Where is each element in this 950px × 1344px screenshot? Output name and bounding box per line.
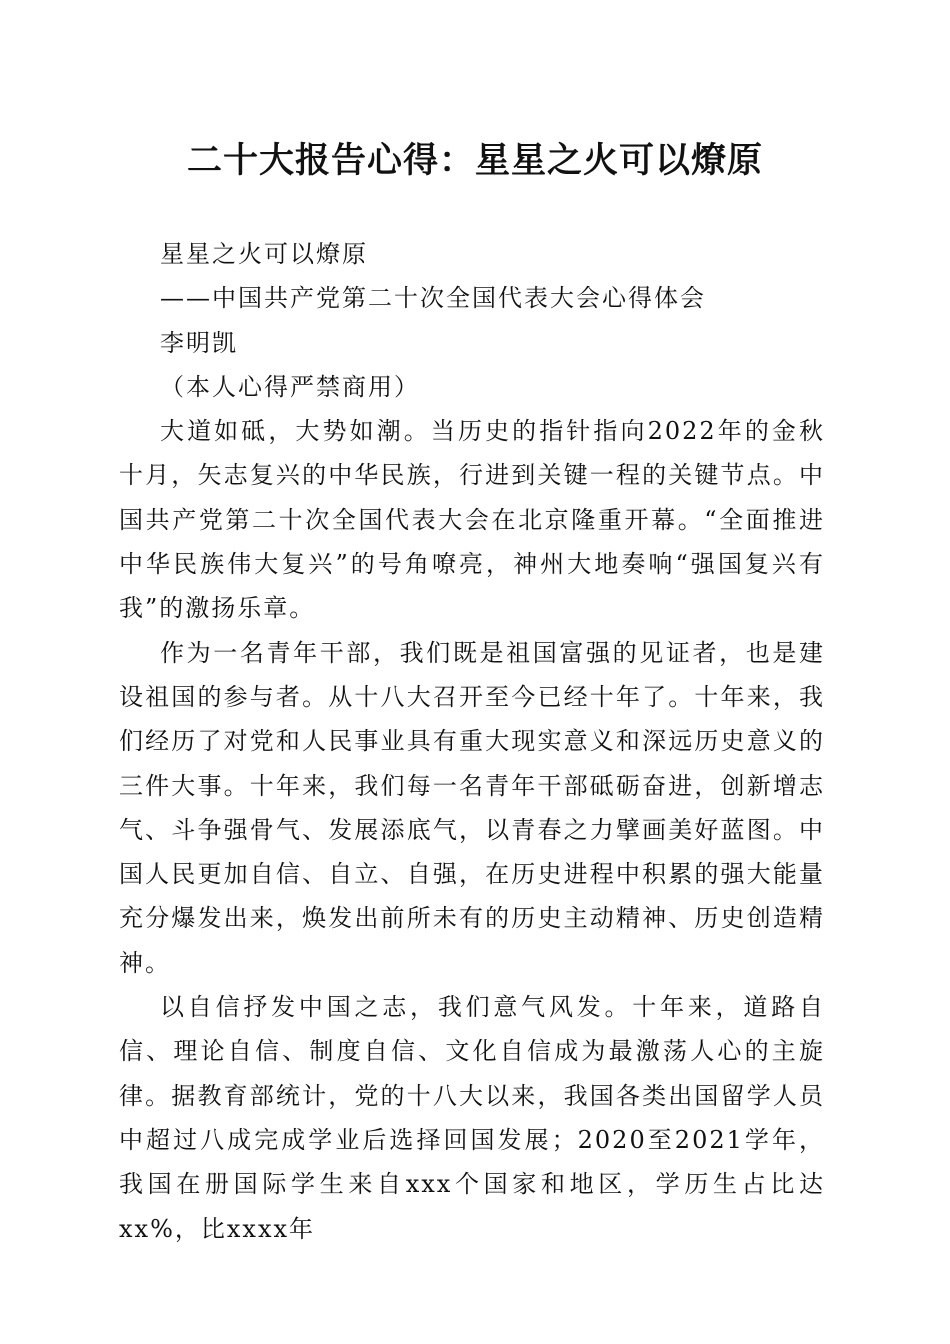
document-subheading: ——中国共产党第二十次全国代表大会心得体会 xyxy=(160,284,706,313)
document-author: 李明凯 xyxy=(160,328,238,357)
document-subtitle: 星星之火可以燎原 xyxy=(160,240,368,268)
document-title: 二十大报告心得：星星之火可以燎原 xyxy=(186,140,763,181)
document-notice: （本人心得严禁商用） xyxy=(160,372,420,401)
paragraph-1: 大道如砥，大势如潮。当历史的指针指向2022年的金秋十月，矢志复兴的中华民族，行进到关键一程的关键节点。中国共产党第二十次全国代表大会在北京隆重开幕。“全面推进中华民族伟大复兴”的号角嘹亮，神州大地奏响“强国复兴有我”的激扬乐章。 xyxy=(119,417,825,623)
document-body xyxy=(119,232,825,1251)
paragraph-2: 作为一名青年干部，我们既是祖国富强的见证者，也是建设祖国的参与者。从十八大召开至今已经十年了。十年来，我们经历了对党和人民事业具有重大现实意义和深远历史意义的三件大事。十年来，我们每一名青年干部砥砺奋进，创新增志气、斗争强骨气、发展添底气，以青春之力擘画美好蓝图。中国人民更加自信、自立、自强，在历史进程中积累的强大能量充分爆发出来，焕发出前所未有的历史主动精神、历史创造精神。 xyxy=(119,638,825,977)
paragraph-3: 以自信抒发中国之志，我们意气风发。十年来，道路自信、理论自信、制度自信、文化自信成为最激荡人心的主旋律。据教育部统计，党的十八大以来，我国各类出国留学人员中超过八成完成学业后选择回国发展；2020至2021学年，我国在册国际学生来自xxx个国家和地区，学历生占比达xx%，比xxxx年 xyxy=(119,993,825,1243)
